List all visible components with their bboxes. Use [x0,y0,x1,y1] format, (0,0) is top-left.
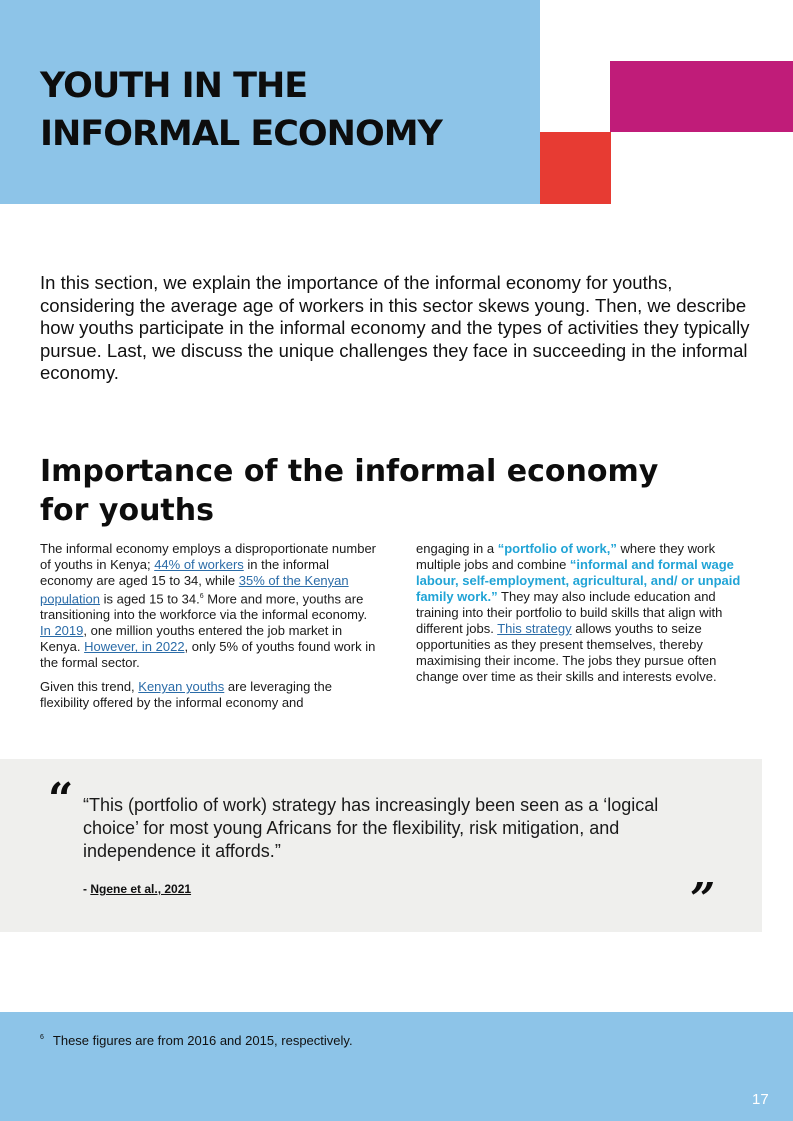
link-this-strategy[interactable]: This strategy [497,621,572,636]
text-run: Given this trend, [40,679,139,695]
text-run: are leveraging the flexibility offered by the informal economy and [40,679,332,711]
link-kenyan-youths[interactable]: Kenyan youths [138,679,225,695]
section-heading-line-2: for youths [40,493,214,528]
link-in-2019[interactable]: In 2019 [40,623,84,639]
decorative-red-block [540,132,611,204]
highlight-portfolio-of-work: “portfolio of work,” [497,541,617,556]
link-however-in-2022[interactable]: However, in 2022 [84,639,185,655]
text-run: in the informal economy are aged 15 to 34, while [40,557,330,588]
text-run: where they work multiple jobs and combine [416,541,716,572]
body-paragraph-3 [416,541,751,685]
section-heading [40,452,680,530]
intro-paragraph: In this section, we explain the importance of the informal economy for youths, considering the average age of workers in this sector skews young. Then, we describe how youths participate in the informal economy and the types of activities they typically pursue. Last, we discuss the unique challenges they face in succeeding in the informal economy. [40,272,750,383]
highlight-work-types: “informal and formal wage labour, self-employment, agricultural, and/ or unpaid family work.” [416,557,741,604]
body-paragraph-1 [40,541,380,671]
close-quote-icon: ” [690,874,716,925]
text-run: More and more, youths are transitioning into the workforce via the informal economy. [40,591,368,623]
page-title [40,62,442,158]
link-44-percent-workers[interactable]: 44% of workers [154,557,244,572]
quote-source-link[interactable]: Ngene et al., 2021 [90,882,192,896]
body-column-right [416,541,751,693]
text-run: The informal economy employs a disproportionate number of youths in Kenya; [40,541,377,572]
body-paragraph-2 [40,679,380,711]
page-number: 17 [752,1091,769,1108]
quote-source-prefix: - [83,882,91,896]
text-run: , only 5% of youths found work in the formal sector. [40,639,376,671]
text-run: engaging in a [416,541,498,556]
open-quote-icon: “ [48,774,74,825]
footer-band [0,1012,793,1121]
footnote-reference: 6 [199,593,204,600]
section-heading-line-1: Importance of the informal economy [40,454,659,489]
page-title-line-2: INFORMAL ECONOMY [40,114,442,154]
text-run: They may also include education and training into their portfolio to build skills that align with different jobs. [416,589,723,636]
text-run: is aged 15 to 34. [100,591,200,607]
text-run: allows youths to seize opportunities as they present themselves, thereby maximising their income. The jobs they pursue often change over time as their skills and interests evolve. [416,621,717,684]
text-run: , one million youths entered the job market in Kenya. [40,623,343,655]
quote-source [83,882,191,896]
body-column-left [40,541,380,719]
link-kenyan-population[interactable]: 35% of the Kenyan population [40,573,349,607]
footnote-text: These figures are from 2016 and 2015, respectively. [52,1033,353,1048]
page-title-line-1: YOUTH IN THE [40,66,308,106]
footnote [40,1030,353,1049]
footnote-number: 6 [40,1034,44,1041]
decorative-magenta-block [610,61,793,132]
quote-text: “This (portfolio of work) strategy has increasingly been seen as a ‘logical choice’ for most young Africans for the flexibility, risk mitigation, and independence it affords.” [83,795,659,861]
